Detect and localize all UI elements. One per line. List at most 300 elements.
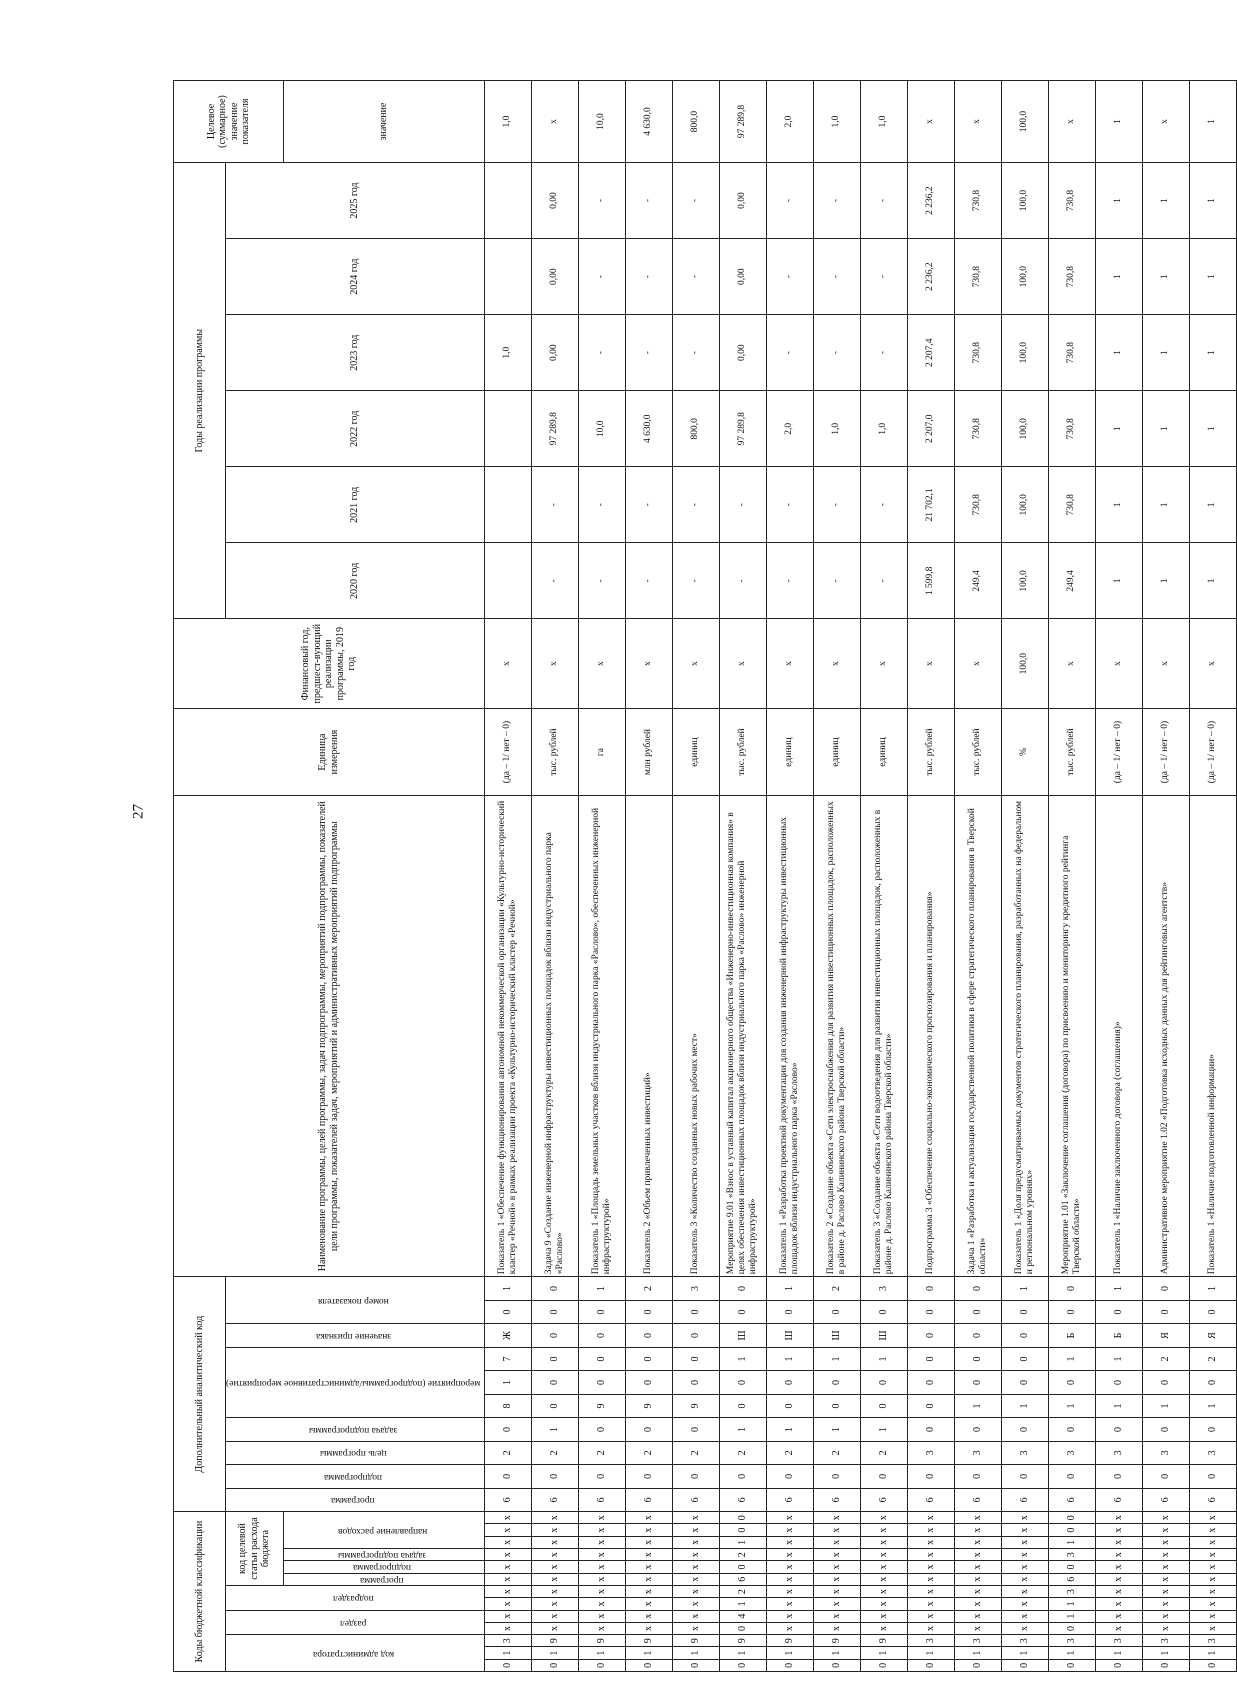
code-cell: 2 — [1142, 1347, 1189, 1370]
code-cell: 0 — [1001, 1659, 1048, 1671]
value-y2024: - — [625, 239, 672, 315]
code-cell: x — [625, 1549, 672, 1561]
value-y2023: - — [766, 315, 813, 391]
header-budget-codes: Коды бюджетной классификации — [174, 1512, 226, 1672]
code-cell: 0 — [954, 1418, 1001, 1441]
code-cell: x — [484, 1585, 531, 1597]
code-cell: 1 — [1095, 1394, 1142, 1417]
code-cell: x — [907, 1561, 954, 1573]
code-cell: x — [578, 1549, 625, 1561]
code-cell: x — [860, 1573, 907, 1585]
code-cell: 0 — [1001, 1371, 1048, 1394]
code-cell: x — [813, 1573, 860, 1585]
code-cell: x — [813, 1524, 860, 1536]
code-cell: 0 — [625, 1418, 672, 1441]
code-cell: x — [860, 1598, 907, 1610]
code-cell: x — [531, 1549, 578, 1561]
code-cell: 0 — [860, 1659, 907, 1671]
code-cell: 1 — [1189, 1394, 1236, 1417]
value-y2021: - — [766, 467, 813, 543]
code-cell: x — [766, 1524, 813, 1536]
value-y2022 — [484, 391, 531, 467]
code-cell: x — [625, 1512, 672, 1524]
value-y2024: 1 — [1189, 239, 1236, 315]
code-cell: 3 — [860, 1277, 907, 1301]
code-cell: 4 — [719, 1610, 766, 1622]
value-y2019: x — [625, 619, 672, 709]
code-cell: x — [1189, 1573, 1236, 1585]
value-target: x — [907, 81, 954, 163]
value-y2025: - — [860, 163, 907, 239]
code-cell: 3 — [1189, 1441, 1236, 1464]
code-cell: 6 — [1001, 1488, 1048, 1511]
code-cell: x — [484, 1598, 531, 1610]
code-cell: 3 — [1048, 1549, 1095, 1561]
code-cell: x — [531, 1585, 578, 1597]
code-cell: 3 — [1048, 1585, 1095, 1597]
code-cell: 0 — [766, 1659, 813, 1671]
code-cell: x — [578, 1598, 625, 1610]
code-cell: 0 — [1142, 1418, 1189, 1441]
code-cell: x — [907, 1598, 954, 1610]
code-cell: 1 — [719, 1347, 766, 1370]
code-cell: x — [1189, 1536, 1236, 1548]
row-unit: тыс. рублей — [719, 708, 766, 795]
header-podprogramma2: подпрограмма — [226, 1465, 485, 1488]
code-cell: 1 — [954, 1394, 1001, 1417]
code-cell: 3 — [954, 1441, 1001, 1464]
code-cell: x — [484, 1561, 531, 1573]
value-y2025 — [484, 163, 531, 239]
code-cell: 0 — [719, 1622, 766, 1634]
code-cell: Ш — [719, 1324, 766, 1347]
code-cell: 0 — [1048, 1465, 1095, 1488]
code-cell: x — [1142, 1524, 1189, 1536]
code-cell: 6 — [625, 1488, 672, 1511]
header-year-2021: 2021 год — [226, 467, 485, 543]
code-cell: 0 — [1189, 1418, 1236, 1441]
code-cell: 0 — [719, 1561, 766, 1573]
code-cell: 6 — [860, 1488, 907, 1511]
value-y2024: 0,00 — [719, 239, 766, 315]
code-cell: 1 — [813, 1347, 860, 1370]
code-cell: 0 — [625, 1465, 672, 1488]
code-cell: 1 — [1095, 1647, 1142, 1659]
code-cell: x — [1189, 1598, 1236, 1610]
value-y2020: 1 — [1189, 543, 1236, 619]
header-additional-code: Дополнительный аналитический код — [174, 1277, 226, 1512]
code-cell: x — [1001, 1622, 1048, 1634]
code-cell: 1 — [1048, 1610, 1095, 1622]
table-row — [672, 81, 719, 1672]
code-cell: x — [1142, 1573, 1189, 1585]
value-y2025: 730,8 — [1048, 163, 1095, 239]
code-cell: 9 — [813, 1635, 860, 1647]
code-cell: 1 — [860, 1418, 907, 1441]
code-cell: x — [484, 1610, 531, 1622]
code-cell: 0 — [860, 1394, 907, 1417]
code-cell: 0 — [813, 1659, 860, 1671]
value-y2024: 0,00 — [531, 239, 578, 315]
code-cell: x — [813, 1536, 860, 1548]
header-razdel: раздел — [226, 1610, 485, 1635]
code-cell: 0 — [766, 1371, 813, 1394]
value-y2020: 249,4 — [1048, 543, 1095, 619]
code-cell: 0 — [719, 1371, 766, 1394]
code-cell: 3 — [1095, 1441, 1142, 1464]
value-y2022: 10,0 — [578, 391, 625, 467]
code-cell: x — [1189, 1585, 1236, 1597]
table-row — [1001, 81, 1048, 1672]
header-years-title: Годы реализации программы — [174, 163, 226, 619]
code-cell: x — [672, 1536, 719, 1548]
table-row — [531, 81, 578, 1672]
value-y2022: 730,8 — [1048, 391, 1095, 467]
code-cell: 0 — [1142, 1465, 1189, 1488]
value-y2023: 1 — [1142, 315, 1189, 391]
value-y2024: 730,8 — [954, 239, 1001, 315]
code-cell: x — [1142, 1598, 1189, 1610]
code-cell: 9 — [766, 1635, 813, 1647]
code-cell: 1 — [719, 1536, 766, 1548]
value-y2019: x — [1142, 619, 1189, 709]
code-cell: 0 — [531, 1324, 578, 1347]
value-y2022: 800,0 — [672, 391, 719, 467]
row-name: Показатель 1 «Наличие подготовленной информации» — [1189, 796, 1236, 1277]
value-y2020: - — [766, 543, 813, 619]
code-cell: 1 — [1095, 1277, 1142, 1301]
row-name: Показатель 1 «Доля предусматриваемых документов стратегического планирования, разработанных на федеральном и региональном уровнях» — [1001, 796, 1048, 1277]
code-cell: x — [766, 1585, 813, 1597]
value-y2020: - — [531, 543, 578, 619]
code-cell: 1 — [766, 1277, 813, 1301]
code-cell: x — [672, 1610, 719, 1622]
code-cell: x — [625, 1573, 672, 1585]
code-cell: 2 — [1189, 1347, 1236, 1370]
row-unit: тыс. рублей — [1048, 708, 1095, 795]
code-cell: 2 — [578, 1441, 625, 1464]
code-cell: 2 — [860, 1441, 907, 1464]
value-y2020: 1 — [1142, 543, 1189, 619]
value-y2023: 0,00 — [719, 315, 766, 391]
code-cell: 6 — [484, 1488, 531, 1511]
code-cell: 6 — [813, 1488, 860, 1511]
code-cell: 9 — [672, 1635, 719, 1647]
value-y2019: x — [766, 619, 813, 709]
value-y2024: - — [813, 239, 860, 315]
row-unit: единиц — [860, 708, 907, 795]
code-cell: 0 — [672, 1324, 719, 1347]
code-cell: x — [1189, 1524, 1236, 1536]
value-y2020: - — [719, 543, 766, 619]
code-cell: 0 — [860, 1300, 907, 1323]
code-cell: x — [625, 1610, 672, 1622]
code-cell: 0 — [625, 1300, 672, 1323]
row-name: Задача 1 «Разработка и актуализация государственной политики в сфере стратегического планирования в Тверской области» — [954, 796, 1001, 1277]
code-cell: 2 — [484, 1441, 531, 1464]
code-cell: 0 — [1095, 1418, 1142, 1441]
code-cell: 9 — [531, 1635, 578, 1647]
code-cell: 0 — [578, 1371, 625, 1394]
code-cell: 1 — [766, 1347, 813, 1370]
code-cell: 0 — [625, 1347, 672, 1370]
value-y2022: 1,0 — [860, 391, 907, 467]
row-name: Показатель 3 «Создание объекта «Сети водоотведения для развития инвестиционных площадок, расположенных в районе д. Раслово Калининского района Тверской области» — [860, 796, 907, 1277]
code-cell: x — [1142, 1549, 1189, 1561]
value-target: 800,0 — [672, 81, 719, 163]
code-cell: x — [766, 1561, 813, 1573]
code-cell: 0 — [672, 1300, 719, 1323]
row-name: Мероприятие 1.01 «Заключение соглашения (договора) по присвоению и мониторингу кредитного рейтинга Тверской области» — [1048, 796, 1095, 1277]
header-zadacha-podprogrammy: задача подпрограммы — [284, 1549, 485, 1561]
code-cell: Б — [1095, 1324, 1142, 1347]
code-cell: 1 — [1048, 1347, 1095, 1370]
value-y2023: 1 — [1189, 315, 1236, 391]
value-y2023: - — [860, 315, 907, 391]
code-cell: x — [1142, 1610, 1189, 1622]
value-target: 97 289,8 — [719, 81, 766, 163]
code-cell: 0 — [1095, 1465, 1142, 1488]
code-cell: 6 — [672, 1488, 719, 1511]
code-cell: 0 — [625, 1659, 672, 1671]
code-cell: x — [625, 1524, 672, 1536]
code-cell: 0 — [1048, 1512, 1095, 1524]
value-y2022: 97 289,8 — [719, 391, 766, 467]
value-y2020: 100,0 — [1001, 543, 1048, 619]
code-cell: x — [578, 1536, 625, 1548]
code-cell: 0 — [1142, 1300, 1189, 1323]
value-y2023: 730,8 — [954, 315, 1001, 391]
code-cell: x — [907, 1610, 954, 1622]
header-year-2025: 2025 год — [226, 163, 485, 239]
value-y2021: 1 — [1189, 467, 1236, 543]
row-name: Показатель 2 «Создание объекта «Сети электроснабжения для развития инвестиционных площадок, расположенных в районе д. Раслово Калининского района Тверской области» — [813, 796, 860, 1277]
code-cell: 3 — [1095, 1635, 1142, 1647]
code-cell: x — [1189, 1610, 1236, 1622]
code-cell: 0 — [1048, 1561, 1095, 1573]
row-unit: (да – 1/ нет – 0) — [1142, 708, 1189, 795]
code-cell: 0 — [1001, 1465, 1048, 1488]
value-target: 1,0 — [484, 81, 531, 163]
value-y2019: x — [531, 619, 578, 709]
value-y2021: - — [672, 467, 719, 543]
code-cell: 3 — [1189, 1635, 1236, 1647]
code-cell: x — [1001, 1536, 1048, 1548]
value-y2025: 0,00 — [531, 163, 578, 239]
header-finyear: Финансовый год, предшест-вующий реализации программы, 2019 год — [174, 619, 485, 709]
code-cell: x — [1001, 1585, 1048, 1597]
table-row — [625, 81, 672, 1672]
value-target: 1 — [1189, 81, 1236, 163]
code-cell: 0 — [578, 1347, 625, 1370]
table-row — [484, 81, 531, 1672]
code-cell: 0 — [1142, 1371, 1189, 1394]
code-cell: x — [907, 1524, 954, 1536]
code-cell: 6 — [1189, 1488, 1236, 1511]
value-y2020: 1 — [1095, 543, 1142, 619]
code-cell: Б — [1048, 1324, 1095, 1347]
code-cell: x — [766, 1610, 813, 1622]
row-name: Административное мероприятие 1.02 «Подготовка исходных данных для рейтинговых агентств» — [1142, 796, 1189, 1277]
value-y2023: - — [625, 315, 672, 391]
value-y2021: 730,8 — [954, 467, 1001, 543]
code-cell: x — [578, 1524, 625, 1536]
code-cell: 2 — [531, 1441, 578, 1464]
value-y2024 — [484, 239, 531, 315]
value-y2020 — [484, 543, 531, 619]
code-cell: 0 — [719, 1300, 766, 1323]
code-cell: 0 — [954, 1465, 1001, 1488]
value-y2024: 100,0 — [1001, 239, 1048, 315]
value-target: 1 — [1095, 81, 1142, 163]
code-cell: 0 — [1095, 1371, 1142, 1394]
value-target: 1,0 — [813, 81, 860, 163]
code-cell: x — [578, 1561, 625, 1573]
value-y2025: - — [672, 163, 719, 239]
code-cell: x — [766, 1622, 813, 1634]
table-row — [1095, 81, 1142, 1672]
value-y2022: 730,8 — [954, 391, 1001, 467]
code-cell: 0 — [1001, 1347, 1048, 1370]
code-cell: 1 — [813, 1418, 860, 1441]
code-cell: 0 — [860, 1465, 907, 1488]
code-cell: 3 — [484, 1635, 531, 1647]
row-name: Показатель 1 «Разработка проектной документации для создания инженерной инфраструктуры инвестиционных площадок вблизи индустриального парка «Раслово» — [766, 796, 813, 1277]
code-cell: 9 — [625, 1394, 672, 1417]
value-y2022: 97 289,8 — [531, 391, 578, 467]
value-y2024: - — [766, 239, 813, 315]
row-unit: тыс. рублей — [907, 708, 954, 795]
table-row — [1142, 81, 1189, 1672]
header-podprogramma: подпрограмма — [284, 1561, 485, 1573]
code-cell: 3 — [1001, 1635, 1048, 1647]
code-cell: x — [672, 1622, 719, 1634]
code-cell: 0 — [1001, 1300, 1048, 1323]
value-y2025: 100,0 — [1001, 163, 1048, 239]
code-cell: 3 — [672, 1277, 719, 1301]
code-cell: 1 — [907, 1647, 954, 1659]
code-cell: Я — [1142, 1324, 1189, 1347]
row-unit: единиц — [766, 708, 813, 795]
code-cell: x — [766, 1573, 813, 1585]
value-y2021: - — [860, 467, 907, 543]
header-meropriyatie: мероприятие (подпрограммы/административное мероприятие) — [226, 1347, 485, 1417]
code-cell: 0 — [954, 1324, 1001, 1347]
code-cell: x — [672, 1524, 719, 1536]
code-cell: x — [1095, 1512, 1142, 1524]
code-cell: x — [1095, 1610, 1142, 1622]
code-cell: 1 — [813, 1647, 860, 1659]
code-cell: x — [1142, 1585, 1189, 1597]
code-cell: 0 — [1001, 1324, 1048, 1347]
code-cell: x — [860, 1536, 907, 1548]
code-cell: 0 — [484, 1659, 531, 1671]
header-year-2020: 2020 год — [226, 543, 485, 619]
code-cell: 0 — [672, 1347, 719, 1370]
code-cell: 1 — [578, 1277, 625, 1301]
code-cell: 1 — [531, 1418, 578, 1441]
value-target: x — [1142, 81, 1189, 163]
row-name: Показатель 1 «Наличие заключенного договора (соглашения)» — [1095, 796, 1142, 1277]
code-cell: x — [531, 1524, 578, 1536]
code-cell: x — [813, 1610, 860, 1622]
code-cell: 0 — [1048, 1418, 1095, 1441]
code-cell: x — [1001, 1598, 1048, 1610]
value-y2021: - — [625, 467, 672, 543]
value-y2025: - — [578, 163, 625, 239]
table-row — [1048, 81, 1095, 1672]
value-y2019: x — [672, 619, 719, 709]
code-cell: 2 — [625, 1441, 672, 1464]
value-target: 1,0 — [860, 81, 907, 163]
code-cell: x — [954, 1561, 1001, 1573]
code-cell: 0 — [719, 1277, 766, 1301]
code-cell: 9 — [672, 1394, 719, 1417]
value-y2021: 21 702,1 — [907, 467, 954, 543]
value-y2019: x — [719, 619, 766, 709]
code-cell: 0 — [531, 1659, 578, 1671]
code-cell: x — [531, 1536, 578, 1548]
row-unit: единиц — [813, 708, 860, 795]
header-cel-programmy: цель программы — [226, 1441, 485, 1464]
value-y2024: 1 — [1095, 239, 1142, 315]
value-y2023: - — [578, 315, 625, 391]
value-y2025: 1 — [1189, 163, 1236, 239]
code-cell: 2 — [719, 1549, 766, 1561]
code-cell: x — [1095, 1622, 1142, 1634]
value-y2023: 1,0 — [484, 315, 531, 391]
code-cell: 0 — [1095, 1659, 1142, 1671]
code-cell: 1 — [1095, 1347, 1142, 1370]
value-target: 2,0 — [766, 81, 813, 163]
code-cell: x — [625, 1561, 672, 1573]
code-cell: 0 — [578, 1324, 625, 1347]
value-y2023: 100,0 — [1001, 315, 1048, 391]
code-cell: 0 — [1001, 1418, 1048, 1441]
value-y2021: - — [531, 467, 578, 543]
code-cell: x — [860, 1561, 907, 1573]
code-cell: x — [672, 1561, 719, 1573]
code-cell: x — [813, 1598, 860, 1610]
code-cell: 1 — [1048, 1394, 1095, 1417]
code-cell: x — [1142, 1536, 1189, 1548]
code-cell: 0 — [531, 1277, 578, 1301]
code-cell: Ш — [860, 1324, 907, 1347]
code-cell: 0 — [672, 1465, 719, 1488]
header-name: Наименование программы, целей программы, задач подпрограммы, мероприятий подпрограммы, показателей цели программы, показателей задач, мероприятий и административных мероприятий подпрограммы — [174, 796, 485, 1277]
code-cell: 1 — [1048, 1536, 1095, 1548]
code-cell: 0 — [907, 1465, 954, 1488]
value-y2021: 1 — [1142, 467, 1189, 543]
code-cell: 1 — [766, 1418, 813, 1441]
value-y2023: - — [672, 315, 719, 391]
code-cell: 3 — [1048, 1441, 1095, 1464]
value-target: 10,0 — [578, 81, 625, 163]
code-cell: 0 — [1189, 1465, 1236, 1488]
code-cell: 0 — [1048, 1277, 1095, 1301]
code-cell: 0 — [907, 1300, 954, 1323]
value-y2024: - — [860, 239, 907, 315]
code-cell: 1 — [860, 1647, 907, 1659]
code-cell: x — [578, 1585, 625, 1597]
code-cell: 0 — [766, 1394, 813, 1417]
code-cell: 1 — [1142, 1647, 1189, 1659]
code-cell: 0 — [907, 1371, 954, 1394]
code-cell: 6 — [531, 1488, 578, 1511]
code-cell: 6 — [1048, 1488, 1095, 1511]
code-cell: 0 — [625, 1371, 672, 1394]
code-cell: x — [907, 1573, 954, 1585]
